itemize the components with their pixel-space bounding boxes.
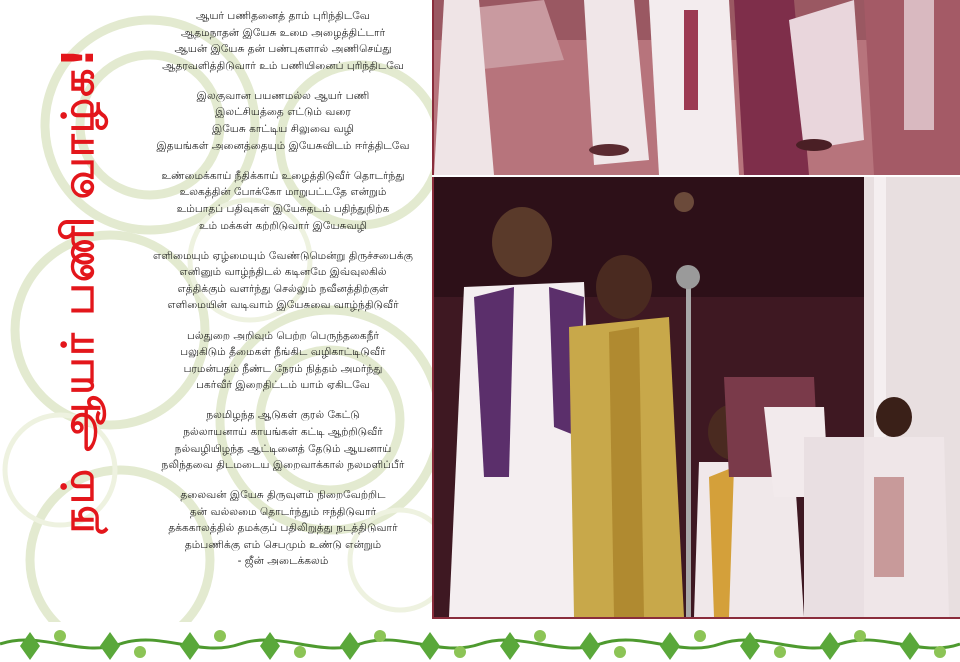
poem-line: தலைவன் இயேசு திருவுளம் நிறைவேற்றிட (180, 489, 386, 502)
poem-line: எளிமையின் வடிவாம் இயேசுவை வாழ்ந்திடுவீர் (167, 299, 399, 312)
poem-line: பல்துறை அறிவும் பெற்ற பெருந்தகைநீர் (186, 329, 380, 342)
procession-photo (432, 0, 960, 175)
poem-line: இலகுவான பயணமல்ல ஆயர் பணி (196, 89, 370, 102)
poem-line: நலமிழந்த ஆடுகள் குரல் கேட்டு (206, 409, 360, 422)
poem-stanza (128, 248, 438, 314)
poem-line: தம்பணிக்கு எம் செபமும் உண்டு என்றும் (184, 539, 382, 552)
poem-line: தக்ககாலத்தில் தமக்குப் பதிலிறுத்து நடத்திடுவார் (168, 522, 398, 535)
poem-line: உம்பாதப் பதிவுகள் இயேசுதடம் பதிந்துநிற்க (176, 202, 390, 215)
poem-stanza (128, 168, 438, 234)
poem-line: இதயங்கள் அனைத்தையும் இயேசுவிடம் ஈர்த்திடவே (156, 139, 410, 152)
poem-line: பகர்வீர் இறைதிட்டம் யாம் ஏகிடவே (196, 379, 370, 392)
poem-stanza (128, 328, 438, 394)
poem-stanza (128, 88, 438, 154)
poem-line: பலுகிடும் தீமைகள் நீங்கிட வழிகாட்டிடுவீர் (180, 346, 386, 359)
poem-line: உண்மைக்காய் நீதிக்காய் உழைத்திடுவீர் தொடர்ந்து (161, 169, 405, 182)
poem-line: இயேசு காட்டிய சிலுவை வழி (211, 123, 355, 136)
poem-line: எத்திக்கும் வளர்ந்து செல்லும் நவீனத்திற்குள் (177, 282, 389, 295)
decorative-vine-border (0, 622, 960, 662)
poem-line: எளிமையும் ஏழ்மையும் வேண்டுமென்று திருச்சபைக்கு (153, 249, 413, 262)
poem-author: - ஜீன் அடைக்கலம் (237, 554, 329, 567)
poem-line: இலட்சியத்தை எட்டும் வரை (215, 106, 351, 119)
page-title: நம் ஆயர் பணி வாழ்க! (52, 46, 104, 534)
poem-line: நல்லாயனாய் காயங்கள் கட்டி ஆற்றிடுவீர் (183, 425, 383, 438)
poem-line: உம் மக்கள் கற்றிடுவார் இயேசுவழி (198, 219, 368, 232)
poem (128, 8, 438, 568)
poem-stanza (128, 8, 438, 74)
poem-line: ஆயர் பணிதனைத் தாம் புரிந்திடவே (196, 10, 370, 22)
poem-line: ஆதரவளித்திடுவார் உம் பணியினைப் புரிந்திடவே (162, 59, 404, 72)
poem-line: ஆயன் இயேசு தன் பண்புகளால் அணிசெய்து (174, 43, 392, 56)
poem-stanza (128, 407, 438, 473)
poem-line: பரமன்பதம் நீண்ட நேரம் நித்தம் அமர்ந்து (183, 362, 383, 375)
poem-line: எனினும் வாழ்ந்திடல் கடினமே இவ்வுலகில் (179, 266, 387, 279)
ordination-ceremony-photo (432, 177, 960, 619)
poem-line: நல்வழியிழந்த ஆட்டினைத் தேடும் ஆயனாய் (174, 442, 392, 455)
poem-line: உலகத்தின் போக்கோ மாறுபட்டதே என்றும் (179, 186, 387, 199)
poem-line: ஆதமநாதன் இயேசு உமை அழைத்திட்டார் (180, 26, 386, 39)
poem-stanza (128, 487, 438, 553)
poem-line: நலிந்தவை திடமடைய இறைவாக்கால் நலமளிப்பீர் (161, 459, 405, 472)
poem-line: தன் வல்லமை தொடர்ந்தும் ஈந்திடுவார் (189, 505, 377, 518)
